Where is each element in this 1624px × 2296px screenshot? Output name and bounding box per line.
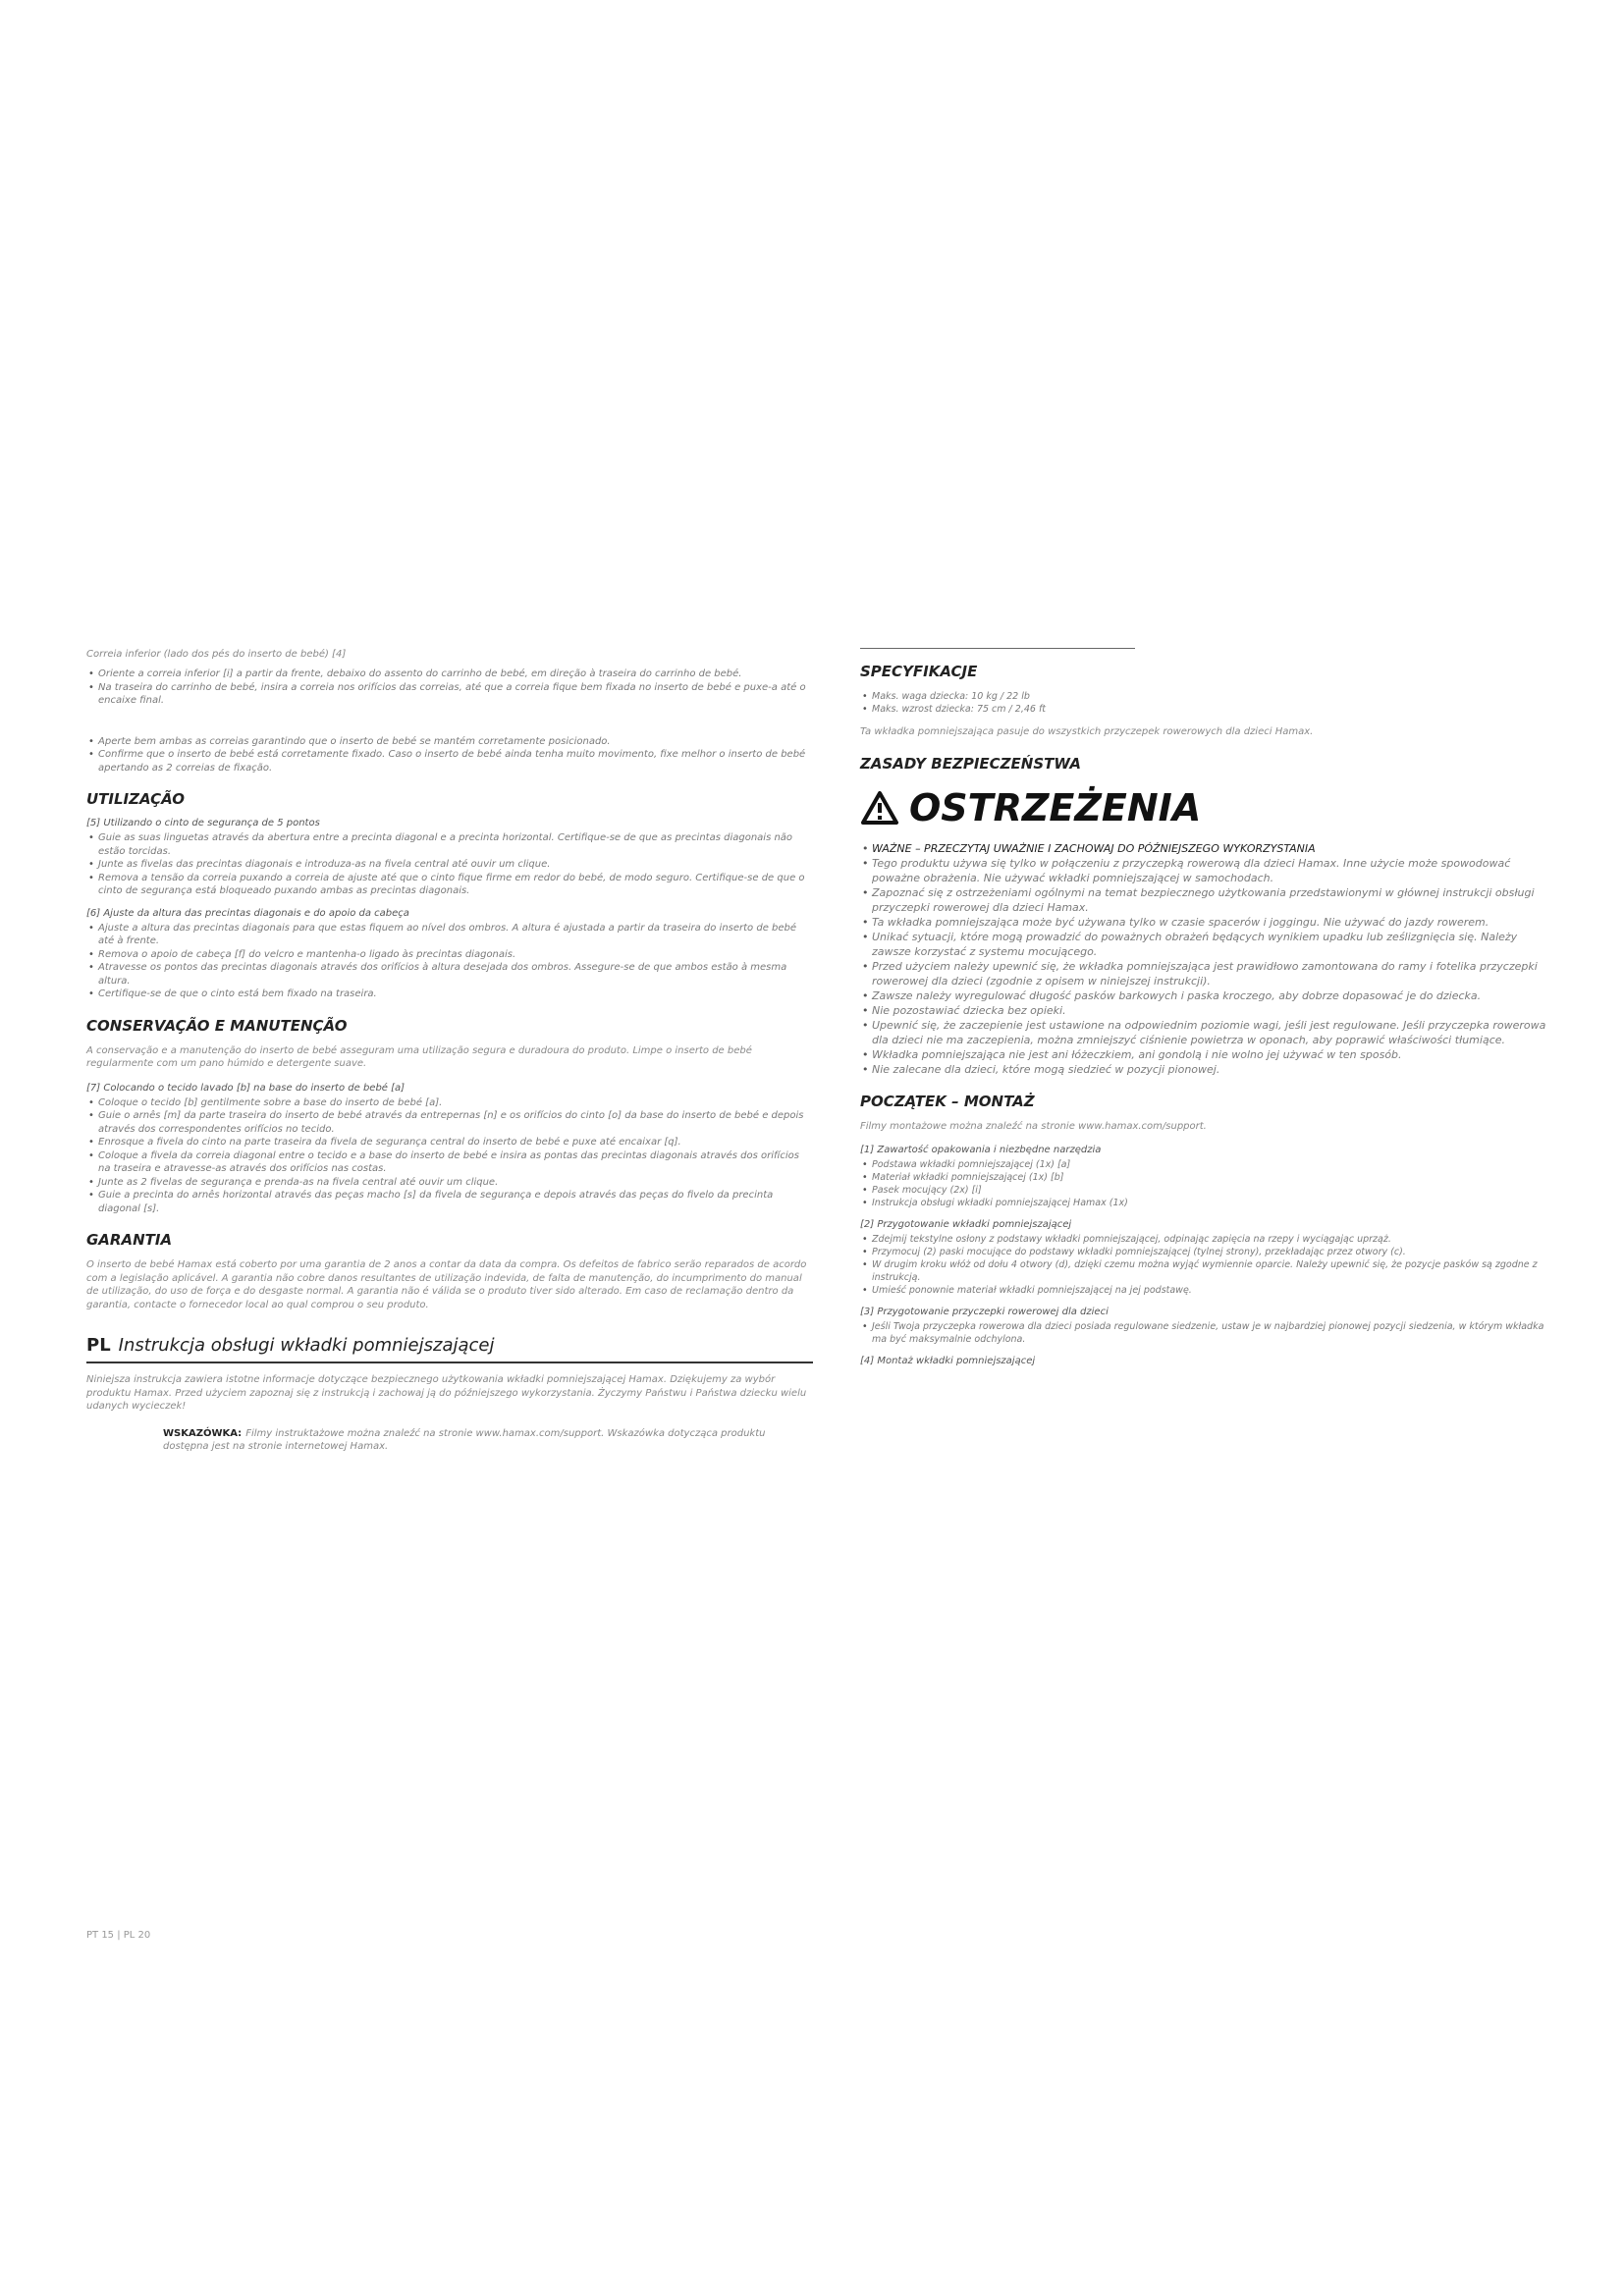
step-7-title: [7] Colocando o tecido lavado [b] na base do inserto de bebé [a]	[86, 1082, 406, 1094]
step-2-bullets	[860, 1233, 1547, 1297]
step-3-bullets	[860, 1320, 1547, 1346]
check-bullets	[86, 735, 813, 775]
list-item: • Enrosque a fivela do cinto na parte traseira da fivela de segurança central do inserto de bebé e puxe até encaixar [q].	[86, 1136, 813, 1149]
warning-bullets	[860, 841, 1547, 1077]
page-number: PT 15 | PL 20	[86, 1930, 151, 1941]
list-item: • Przymocuj (2) paski mocujące do podstawy wkładki pomniejszającej (tylnej strony), przekładając przez otwory (c).	[860, 1246, 1547, 1258]
note-text: Filmy instruktażowe można znaleźć na stronie www.hamax.com/support. Wskazówka dotycząca produktu dostępna jest na stronie internetowej Hamax.	[163, 1427, 766, 1452]
step-7-bullets	[86, 1096, 813, 1216]
list-item: • Certifique-se de que o cinto está bem fixado na traseira.	[86, 988, 813, 1001]
warning-triangle-icon	[860, 790, 899, 826]
list-item: • Confirme que o inserto de bebé está corretamente fixado. Caso o inserto de bebé ainda tenha muito movimento, fixe melhor o inserto de bebé apertando as 2 correias de fixação.	[86, 748, 813, 774]
section-title-utilizacao: UTILIZAÇÃO	[86, 790, 186, 808]
list-item: • Ajuste a altura das precintas diagonais para que estas fiquem ao nível dos ombros. A altura é ajustada a partir da traseira do inserto de bebé até à frente.	[86, 922, 813, 948]
list-item: • Wkładka pomniejszająca nie jest ani łóżeczkiem, ani gondolą i nie wolno jej używać w ten sposób.	[860, 1047, 1547, 1062]
conservacao-body: A conservação e a manutenção do inserto de bebé asseguram uma utilização segura e duradoura do produto. Limpe o inserto de bebé regularmente com um pano húmido e detergente suave.	[86, 1044, 752, 1069]
list-item: • W drugim kroku włóż od dołu 4 otwory (d), dzięki czemu można wyjąć wymiennie oparcie. Należy upewnić się, że pozycje pasków są zgodne z instrukcją.	[860, 1258, 1547, 1284]
list-item: • Guie o arnês [m] da parte traseira do inserto de bebé através da entrepernas [n] e os orifícios do cinto [o] da base do inserto de bebé e depois através dos correspondentes orifícios no tecido.	[86, 1109, 813, 1136]
intro-bullets	[86, 667, 813, 708]
list-item: • Junte as 2 fivelas de segurança e prenda-as na fivela central até ouvir um clique.	[86, 1176, 813, 1190]
list-item: • Przed użyciem należy upewnić się, że wkładka pomniejszająca jest prawidłowo zamontowana do ramy i fotelika przyczepki rowerowej dla dzieci (zgodnie z opisem w niniejszej instrukcji).	[860, 959, 1547, 988]
list-item: • Na traseira do carrinho de bebé, insira a correia nos orifícios das correias, até que a correia fique bem fixada no inserto de bebé e puxe-a até o encaixe final.	[86, 681, 813, 708]
list-item: • Nie zalecane dla dzieci, które mogą siedzieć w pozycji pionowej.	[860, 1062, 1547, 1077]
list-item: • Junte as fivelas das precintas diagonais e introduza-as na fivela central até ouvir um clique.	[86, 858, 813, 872]
section-title-conservacao: CONSERVAÇÃO E MANUTENÇÃO	[86, 1016, 348, 1035]
list-item: • Tego produktu używa się tylko w połączeniu z przyczepką rowerową dla dzieci Hamax. Inne użycie może spowodować poważne obrażenia. Nie używać wkładki pomniejszającej w samochodach.	[860, 856, 1547, 885]
list-item: • Jeśli Twoja przyczepka rowerowa dla dzieci posiada regulowane siedzenie, ustaw je w najbardziej pionowej pozycji siedzenia, w którym wkładka ma być maksymalnie odchylona.	[860, 1320, 1547, 1346]
list-item: • Remova o apoio de cabeça [f] do velcro e mantenha-o ligado às precintas diagonais.	[86, 948, 813, 962]
step-2-title: [2] Przygotowanie wkładki pomniejszającej	[860, 1219, 1072, 1230]
list-item: • Instrukcja obsługi wkładki pomniejszającej Hamax (1x)	[860, 1197, 1547, 1209]
list-item: • Zapoznać się z ostrzeżeniami ogólnymi na temat bezpiecznego użytkowania przedstawionymi w głównej instrukcji obsługi przyczepki rowerowej dla dzieci Hamax.	[860, 885, 1547, 915]
warning-title: OSTRZEŻENIA	[909, 785, 1202, 829]
section-title-zasady: ZASADY BEZPIECZEŃSTWA	[860, 754, 1081, 773]
spec-bullets	[860, 690, 1547, 716]
list-item: • Unikać sytuacji, które mogą prowadzić do poważnych obrażeń będących wynikiem upadku lub ześlizgnięcia się. Należy zawsze korzystać z systemu mocującego.	[860, 930, 1547, 959]
list-item: • Coloque o tecido [b] gentilmente sobre a base do inserto de bebé [a].	[86, 1096, 813, 1110]
garantia-body: O inserto de bebé Hamax está coberto por uma garantia de 2 anos a contar da data da compra. Os defeitos de fabrico serão reparados de acordo com a legislação aplicável. A garantia não cobre danos resultantes de utilização indevida, de falta de manutenção, do incumprimento do manual de utilização, do uso de força e do desgaste normal. A garantia não é válida se o produto tiver sido alterado. Em caso de reclamação dentro da garantia, contacte o fornecedor local ao qual comprou o seu produto.	[86, 1259, 807, 1310]
left-column	[86, 648, 813, 1454]
intro-heading: Correia inferior (lado dos pés do inserto de bebé) [4]	[86, 649, 347, 660]
note-block	[163, 1427, 813, 1454]
note-label: WSKAZÓWKA:	[163, 1427, 243, 1439]
right-column	[860, 648, 1547, 1369]
language-code: PL	[86, 1335, 111, 1356]
list-item: • Remova a tensão da correia puxando a correia de ajuste até que o cinto fique firme em redor do bebé, de modo seguro. Certifique-se de que o cinto de segurança está bloqueado puxando ambas as precintas diagonais.	[86, 872, 813, 898]
list-item: • Materiał wkładki pomniejszającej (1x) [b]	[860, 1171, 1547, 1184]
list-item: • Aperte bem ambas as correias garantindo que o inserto de bebé se mantém corretamente posicionado.	[86, 735, 813, 749]
step-6-bullets	[86, 922, 813, 1001]
list-item: • Zdejmij tekstylne osłony z podstawy wkładki pomniejszającej, odpinając zapięcia na rzepy i wyciągając uprząż.	[860, 1233, 1547, 1246]
pl-title-text: Instrukcja obsługi wkładki pomniejszającej	[118, 1335, 495, 1356]
list-item: • Guie as suas linguetas através da abertura entre a precinta diagonal e a precinta horizontal. Certifique-se de que as precintas diagonais não estão torcidas.	[86, 831, 813, 858]
list-item: • Podstawa wkładki pomniejszającej (1x) [a]	[860, 1158, 1547, 1171]
warning-header	[860, 786, 1547, 829]
step-3-title: [3] Przygotowanie przyczepki rowerowej dla dzieci	[860, 1307, 1109, 1317]
list-item: • Pasek mocujący (2x) [i]	[860, 1184, 1547, 1197]
step-5-title: [5] Utilizando o cinto de segurança de 5 pontos	[86, 818, 320, 828]
pl-intro: Niniejsza instrukcja zawiera istotne informacje dotyczące bezpiecznego użytkowania wkładki pomniejszającej Hamax. Dziękujemy za wybór produktu Hamax. Przed użyciem zapoznaj się z instrukcją i zachowaj ją do późniejszego wykorzystania. Życzymy Państwu i Państwa dziecku wielu udanych wycieczek!	[86, 1374, 807, 1412]
list-item: • Guie a precinta do arnês horizontal através das peças macho [s] da fivela de segurança e depois através das peças do fivelo da precinta diagonal [s].	[86, 1189, 813, 1215]
list-item: • Oriente a correia inferior [i] a partir da frente, debaixo do assento do carrinho de bebé, em direção à traseira do carrinho de bebé.	[86, 667, 813, 681]
list-item: • Umieść ponownie materiał wkładki pomniejszającej na jej podstawę.	[860, 1284, 1547, 1297]
start-note: Filmy montażowe można znaleźć na stronie www.hamax.com/support.	[860, 1120, 1207, 1132]
list-item: • Ta wkładka pomniejszająca może być używana tylko w czasie spacerów i joggingu. Nie używać do jazdy rowerem.	[860, 915, 1547, 930]
step-4-title: [4] Montaż wkładki pomniejszającej	[860, 1356, 1036, 1366]
spec-note: Ta wkładka pomniejszająca pasuje do wszystkich przyczepek rowerowych dla dzieci Hamax.	[860, 726, 1314, 737]
pl-section-title	[86, 1335, 813, 1363]
list-item: • Zawsze należy wyregulować długość pasków barkowych i paska kroczego, aby dobrze dopasować je do dziecka.	[860, 988, 1547, 1003]
step-1-title: [1] Zawartość opakowania i niezbędne narzędzia	[860, 1145, 1102, 1155]
divider	[860, 648, 1135, 649]
list-item: • Coloque a fivela da correia diagonal entre o tecido e a base do inserto de bebé e insira as pontas das precintas diagonais através dos orifícios na traseira e atravesse-as através dos orifícios nas costas.	[86, 1149, 813, 1176]
section-title-poczatek: POCZĄTEK – MONTAŻ	[860, 1092, 1035, 1110]
list-item: • Atravesse os pontos das precintas diagonais através dos orifícios à altura desejada dos ombros. Assegure-se de que ambos estão à mesma altura.	[86, 961, 813, 988]
step-1-bullets	[860, 1158, 1547, 1209]
section-title-garantia: GARANTIA	[86, 1231, 173, 1249]
section-title-specyfikacje: SPECYFIKACJE	[860, 663, 978, 680]
step-6-title: [6] Ajuste da altura das precintas diagonais e do apoio da cabeça	[86, 907, 409, 919]
list-item: • Nie pozostawiać dziecka bez opieki.	[860, 1003, 1547, 1018]
list-item: • Maks. waga dziecka: 10 kg / 22 lb	[860, 690, 1547, 703]
important-notice: • WAŻNE – PRZECZYTAJ UWAŻNIE I ZACHOWAJ DO PÓŹNIEJSZEGO WYKORZYSTANIA	[860, 841, 1547, 856]
step-5-bullets	[86, 831, 813, 898]
list-item: • Maks. wzrost dziecka: 75 cm / 2,46 ft	[860, 703, 1547, 716]
list-item: • Upewnić się, że zaczepienie jest ustawione na odpowiednim poziomie wagi, jeśli jest regulowane. Jeśli przyczepka rowerowa dla dzieci nie ma zaczepienia, można zmniejszyć ciśnienie powietrza w oponach, aby poprawić właściwości tłumiące.	[860, 1018, 1547, 1047]
